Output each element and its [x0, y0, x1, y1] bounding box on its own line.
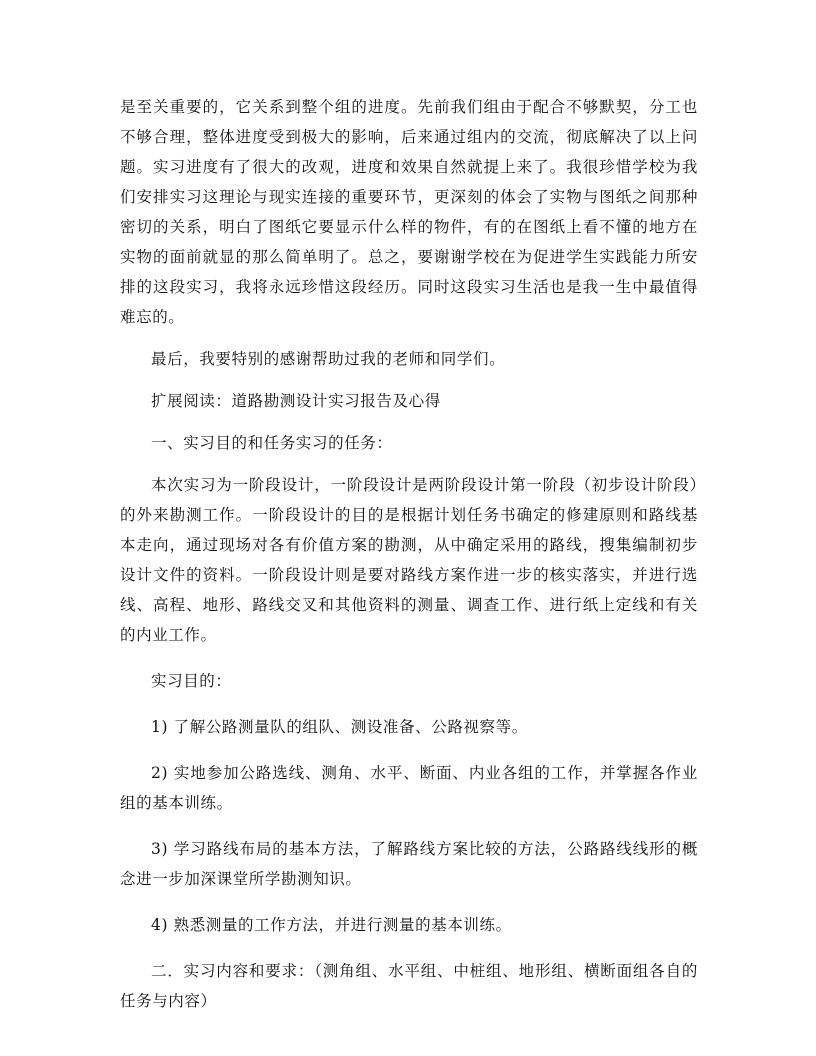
heading-objectives: 实习目的： [151, 672, 232, 690]
paragraph-thanks: 最后，我要特别的感谢帮助过我的老师和同学们。 [151, 350, 506, 368]
heading-section-two: 二．实习内容和要求：（测角组、水平组、中桩组、地形组、横断面组各自的任务与内容） [120, 962, 698, 1010]
paragraph-extended-reading: 扩展阅读：道路勘测设计实习报告及心得 [151, 392, 441, 410]
heading-section-one: 一、实习目的和任务实习的任务： [151, 434, 393, 452]
paragraph-continuation: 是至关重要的，它关系到整个组的进度。先前我们组由于配合不够默契，分工也不够合理，整体进度受到极大的影响，后来通过组内的交流，彻底解决了以上问题。实习进度有了很大的改观，进度和效果自然就提上来了。我很珍惜学校为我们安排实习这理论与现实连接的重要环节，更深刻的体会了实物与图纸之间那种密切的关系，明白了图纸它要显示什么样的物件，有的在图纸上看不懂的地方在实物的面前就显的那么简单明了。总之，要谢谢学校在为促进学生实践能力所安排的这段实习，我将永远珍惜这段经历。同时这段实习生活也是我一生中最值得难忘的。 [120, 98, 698, 326]
list-item-objective-1: 1) 了解公路测量队的组队、测设准备、公路视察等。 [151, 718, 528, 736]
list-item-objective-4: 4) 熟悉测量的工作方法，并进行测量的基本训练。 [151, 916, 512, 934]
list-item-objective-2: 2) 实地参加公路选线、测角、水平、断面、内业各组的工作，并掌握各作业组的基本训练。 [120, 764, 698, 812]
document-body [120, 92, 698, 1016]
list-item-objective-3: 3) 学习路线布局的基本方法，了解路线方案比较的方法，公路路线线形的概念进一步加深课堂所学勘测知识。 [120, 840, 698, 888]
paragraph-stage-design: 本次实习为一阶段设计，一阶段设计是两阶段设计第一阶段（初步设计阶段）的外来勘测工作。一阶段设计的目的是根据计划任务书确定的修建原则和路线基本走向，通过现场对各有价值方案的勘测，从中确定采用的路线，搜集编制初步设计文件的资料。一阶段设计则是要对路线方案作进一步的核实落实，并进行选线、高程、地形、路线交叉和其他资料的测量、调查工作、进行纸上定线和有关的内业工作。 [120, 476, 698, 644]
